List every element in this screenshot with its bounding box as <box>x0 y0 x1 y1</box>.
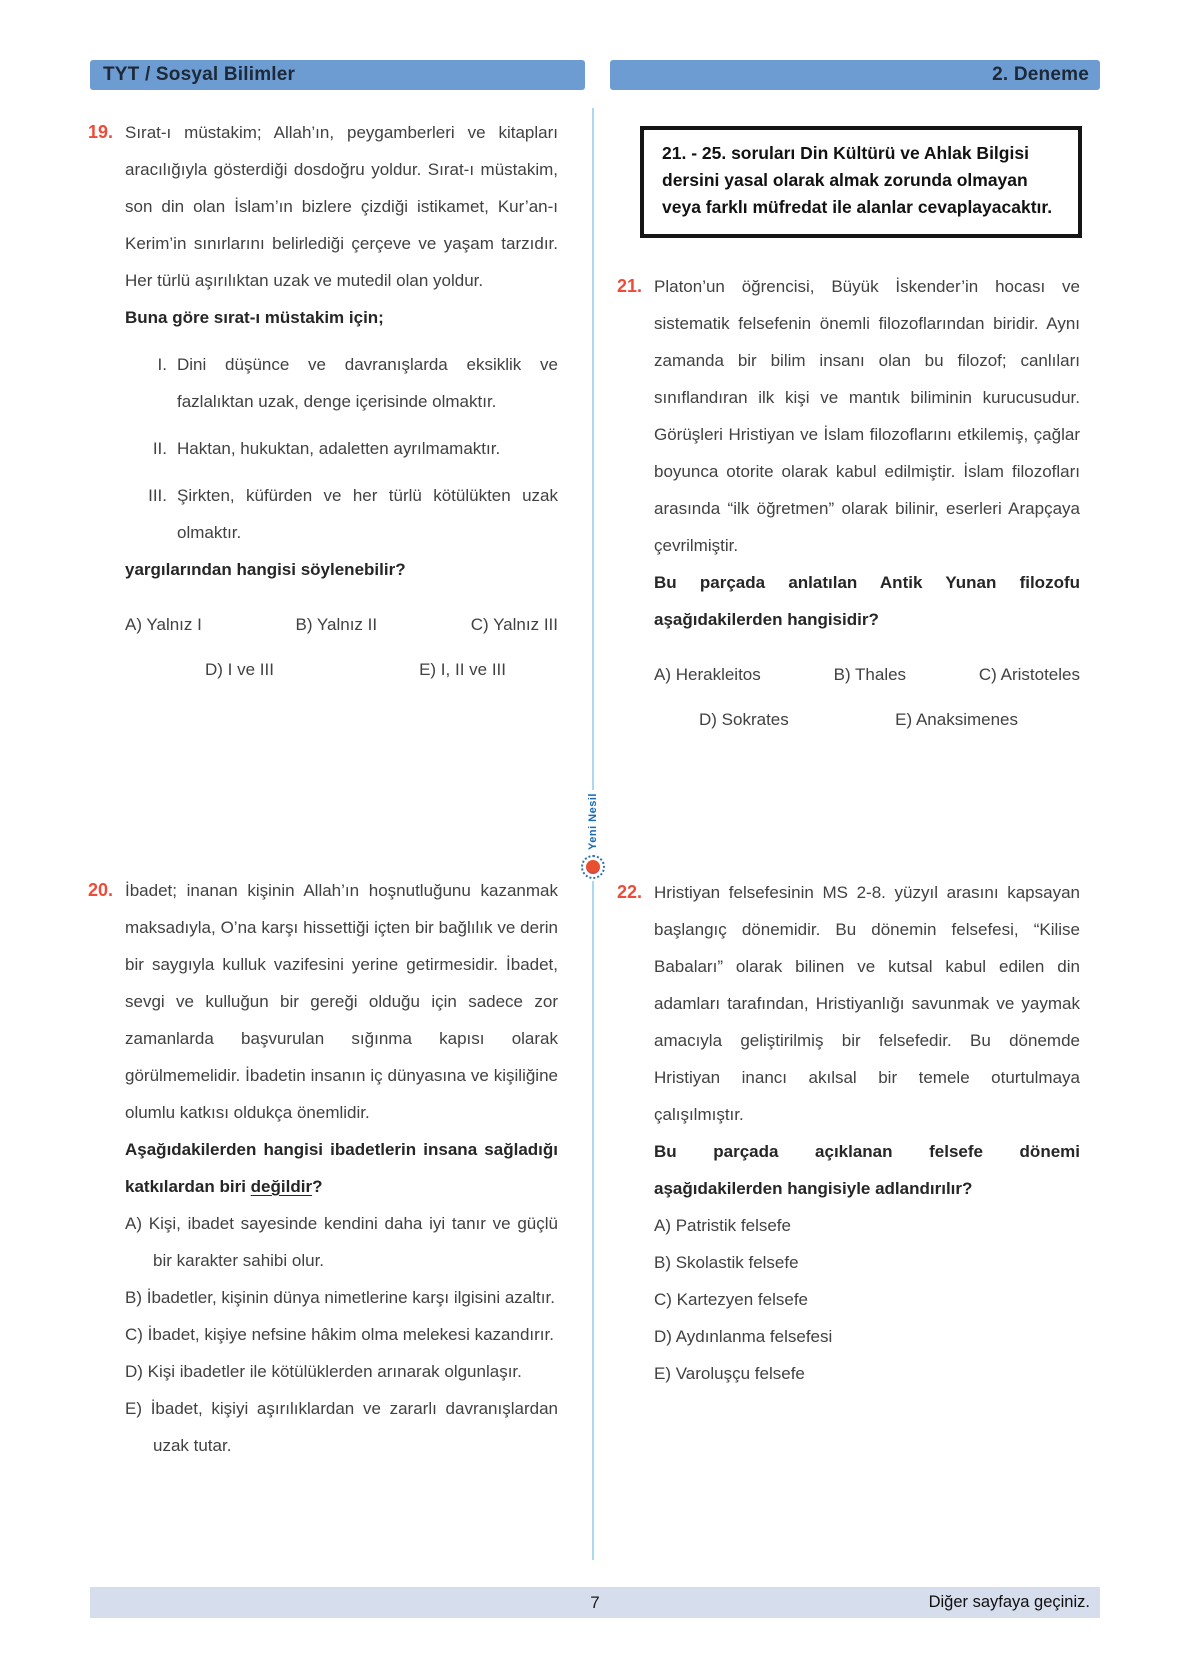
question-21-options-row-1 <box>654 656 1080 693</box>
prompt-underlined-word: değildir <box>250 1177 313 1196</box>
option-e: E) İbadet, kişiyi aşırılıklardan ve zararlı davranışlardan uzak tutar. <box>125 1399 558 1455</box>
question-19-stem: Buna göre sırat-ı müstakim için; <box>125 308 384 327</box>
question-21 <box>617 268 1080 738</box>
question-19-options-row-1 <box>125 606 558 643</box>
question-20-content <box>125 872 558 1464</box>
option-d: D) Sokrates <box>699 710 789 729</box>
question-19-body: Sırat-ı müstakim; Allah’ın, peygamberleri ve kitapları aracılığıyla gösterdiği dosdoğru yoldur. Sırat-ı müstakim, son din olan İslam’ın bizlere çizdiği istikamet, Kur’an-ı Kerim’in sınırlarını belirlediği çerçeve ve yaşam tarzıdır. Her türlü aşırılıktan uzak ve mutedil olan yoldur. <box>125 123 558 290</box>
option-e: E) Anaksimenes <box>895 710 1018 729</box>
publisher-logo-icon <box>581 855 605 879</box>
option-a: A) Yalnız I <box>125 615 202 634</box>
question-19-number: 19. <box>88 122 114 142</box>
item-text: Haktan, hukuktan, adaletten ayrılmamaktır. <box>177 439 501 458</box>
option-d: D) Aydınlanma felsefesi <box>654 1327 833 1346</box>
question-21-content <box>654 268 1080 738</box>
question-19-content <box>125 114 558 688</box>
roman-item-3 <box>139 477 558 551</box>
question-20 <box>88 872 558 1464</box>
item-text: Dini düşünce ve davranışlarda eksiklik ve fazlalıktan uzak, denge içerisinde olmaktır. <box>177 355 558 411</box>
section-title: TYT / Sosyal Bilimler <box>103 64 296 85</box>
question-20-body: İbadet; inanan kişinin Allah’ın hoşnutluğunu kazanmak maksadıyla, O’na karşı hissettiği içten bir bağlılık ve derin bir saygıyla kulluk vazifesini yerine getirmesidir. İbadet, sevgi ve kulluğun bir gereği olduğu için sadece zor zamanlarda başvurulan sığınma kapısı olarak görülmemelidir. İbadetin insanın iç dünyasına ve kişiliğine olumlu katkısı oldukça önemlidir. <box>125 881 558 1122</box>
prompt-suffix: ? <box>312 1177 323 1196</box>
question-22-prompt: Bu parçada açıklanan felsefe dönemi aşağıdakilerden hangisiyle adlandırılır? <box>654 1142 1080 1198</box>
question-19-prompt: yargılarından hangisi söylenebilir? <box>125 560 406 579</box>
option-c: C) Kartezyen felsefe <box>654 1290 809 1309</box>
item-label: II. <box>152 439 167 458</box>
option-d: D) I ve III <box>205 660 274 679</box>
option-e: E) Varoluşçu felsefe <box>654 1364 805 1383</box>
option-a: A) Patristik felsefe <box>654 1216 791 1235</box>
option-c: C) İbadet, kişiye nefsine hâkim olma melekesi kazandırır. <box>125 1325 554 1344</box>
next-page-label: Diğer sayfaya geçiniz. <box>928 1593 1090 1611</box>
notice-text: 21. - 25. soruları Din Kültürü ve Ahlak Bilgisi dersini yasal olarak almak zorunda olmayan veya farklı müfredat ile alanlar cevaplayacaktır. <box>662 143 1053 217</box>
question-21-number: 21. <box>617 276 643 296</box>
question-19 <box>88 114 558 688</box>
question-22-number: 22. <box>617 882 643 902</box>
publisher-watermark-text: Yeni Nesil <box>586 793 599 850</box>
roman-item-1 <box>139 346 558 420</box>
header-right-bar <box>610 60 1100 90</box>
option-a: A) Herakleitos <box>654 665 761 684</box>
item-label: III. <box>148 486 167 505</box>
question-22-content <box>654 874 1080 1392</box>
option-b: B) İbadetler, kişinin dünya nimetlerine karşı ilgisini azaltır. <box>125 1288 555 1307</box>
option-b: B) Thales <box>833 665 907 684</box>
item-label: I. <box>157 355 167 374</box>
notice-box <box>640 126 1082 238</box>
publisher-watermark <box>576 790 610 881</box>
option-d: D) Kişi ibadetler ile kötülüklerden arınarak olgunlaşır. <box>125 1362 522 1381</box>
prompt-prefix: Aşağıdakilerden hangisi ibadetlerin insana sağladığı katkılardan biri <box>125 1140 558 1196</box>
footer-bar <box>90 1587 1100 1618</box>
header-left-bar <box>90 60 585 90</box>
option-b: B) Yalnız II <box>295 615 378 634</box>
question-20-number: 20. <box>88 880 114 900</box>
question-21-prompt: Bu parçada anlatılan Antik Yunan filozofu aşağıdakilerden hangisidir? <box>654 573 1080 629</box>
question-20-prompt <box>125 1131 558 1205</box>
exam-round-title: 2. Deneme <box>992 64 1089 85</box>
option-e: E) I, II ve III <box>419 660 506 679</box>
option-b: B) Skolastik felsefe <box>654 1253 799 1272</box>
option-a: A) Kişi, ibadet sayesinde kendini daha iyi tanır ve güçlü bir karakter sahibi olur. <box>125 1214 558 1270</box>
question-21-options-row-2 <box>654 701 1080 738</box>
option-c: C) Aristoteles <box>978 665 1080 684</box>
question-21-body: Platon’un öğrencisi, Büyük İskender’in hocası ve sistematik felsefenin önemli filozoflarından biridir. Aynı zamanda bir bilim insanı olan bu filozof; canlıları sınıflandıran ilk kişi ve mantık biliminin kurucusudur. Görüşleri Hristiyan ve İslam filozoflarını etkilemiş, çağlar boyunca otorite olarak kabul edilmiştir. İslam filozofları arasında “ilk öğretmen” olarak bilinir, eserleri Arapçaya çevrilmiştir. <box>654 277 1080 555</box>
question-22-body: Hristiyan felsefesinin MS 2-8. yüzyıl arasını kapsayan başlangıç dönemidir. Bu dönemin felsefesi, “Kilise Babaları” olarak bilinen ve kutsal kabul edilen din adamları tarafından, Hristiyanlığı savunmak ve yaymak amacıyla geliştirilmiş bir felsefedir. Bu dönemde Hristiyan inancı akılsal bir temele oturtulmaya çalışılmıştır. <box>654 883 1080 1124</box>
option-c: C) Yalnız III <box>470 615 558 634</box>
item-text: Şirkten, küfürden ve her türlü kötülükten uzak olmaktır. <box>177 486 558 542</box>
question-19-options-row-2 <box>125 651 558 688</box>
question-22 <box>617 874 1080 1392</box>
page-number: 7 <box>590 1593 600 1612</box>
roman-item-2 <box>139 430 558 467</box>
